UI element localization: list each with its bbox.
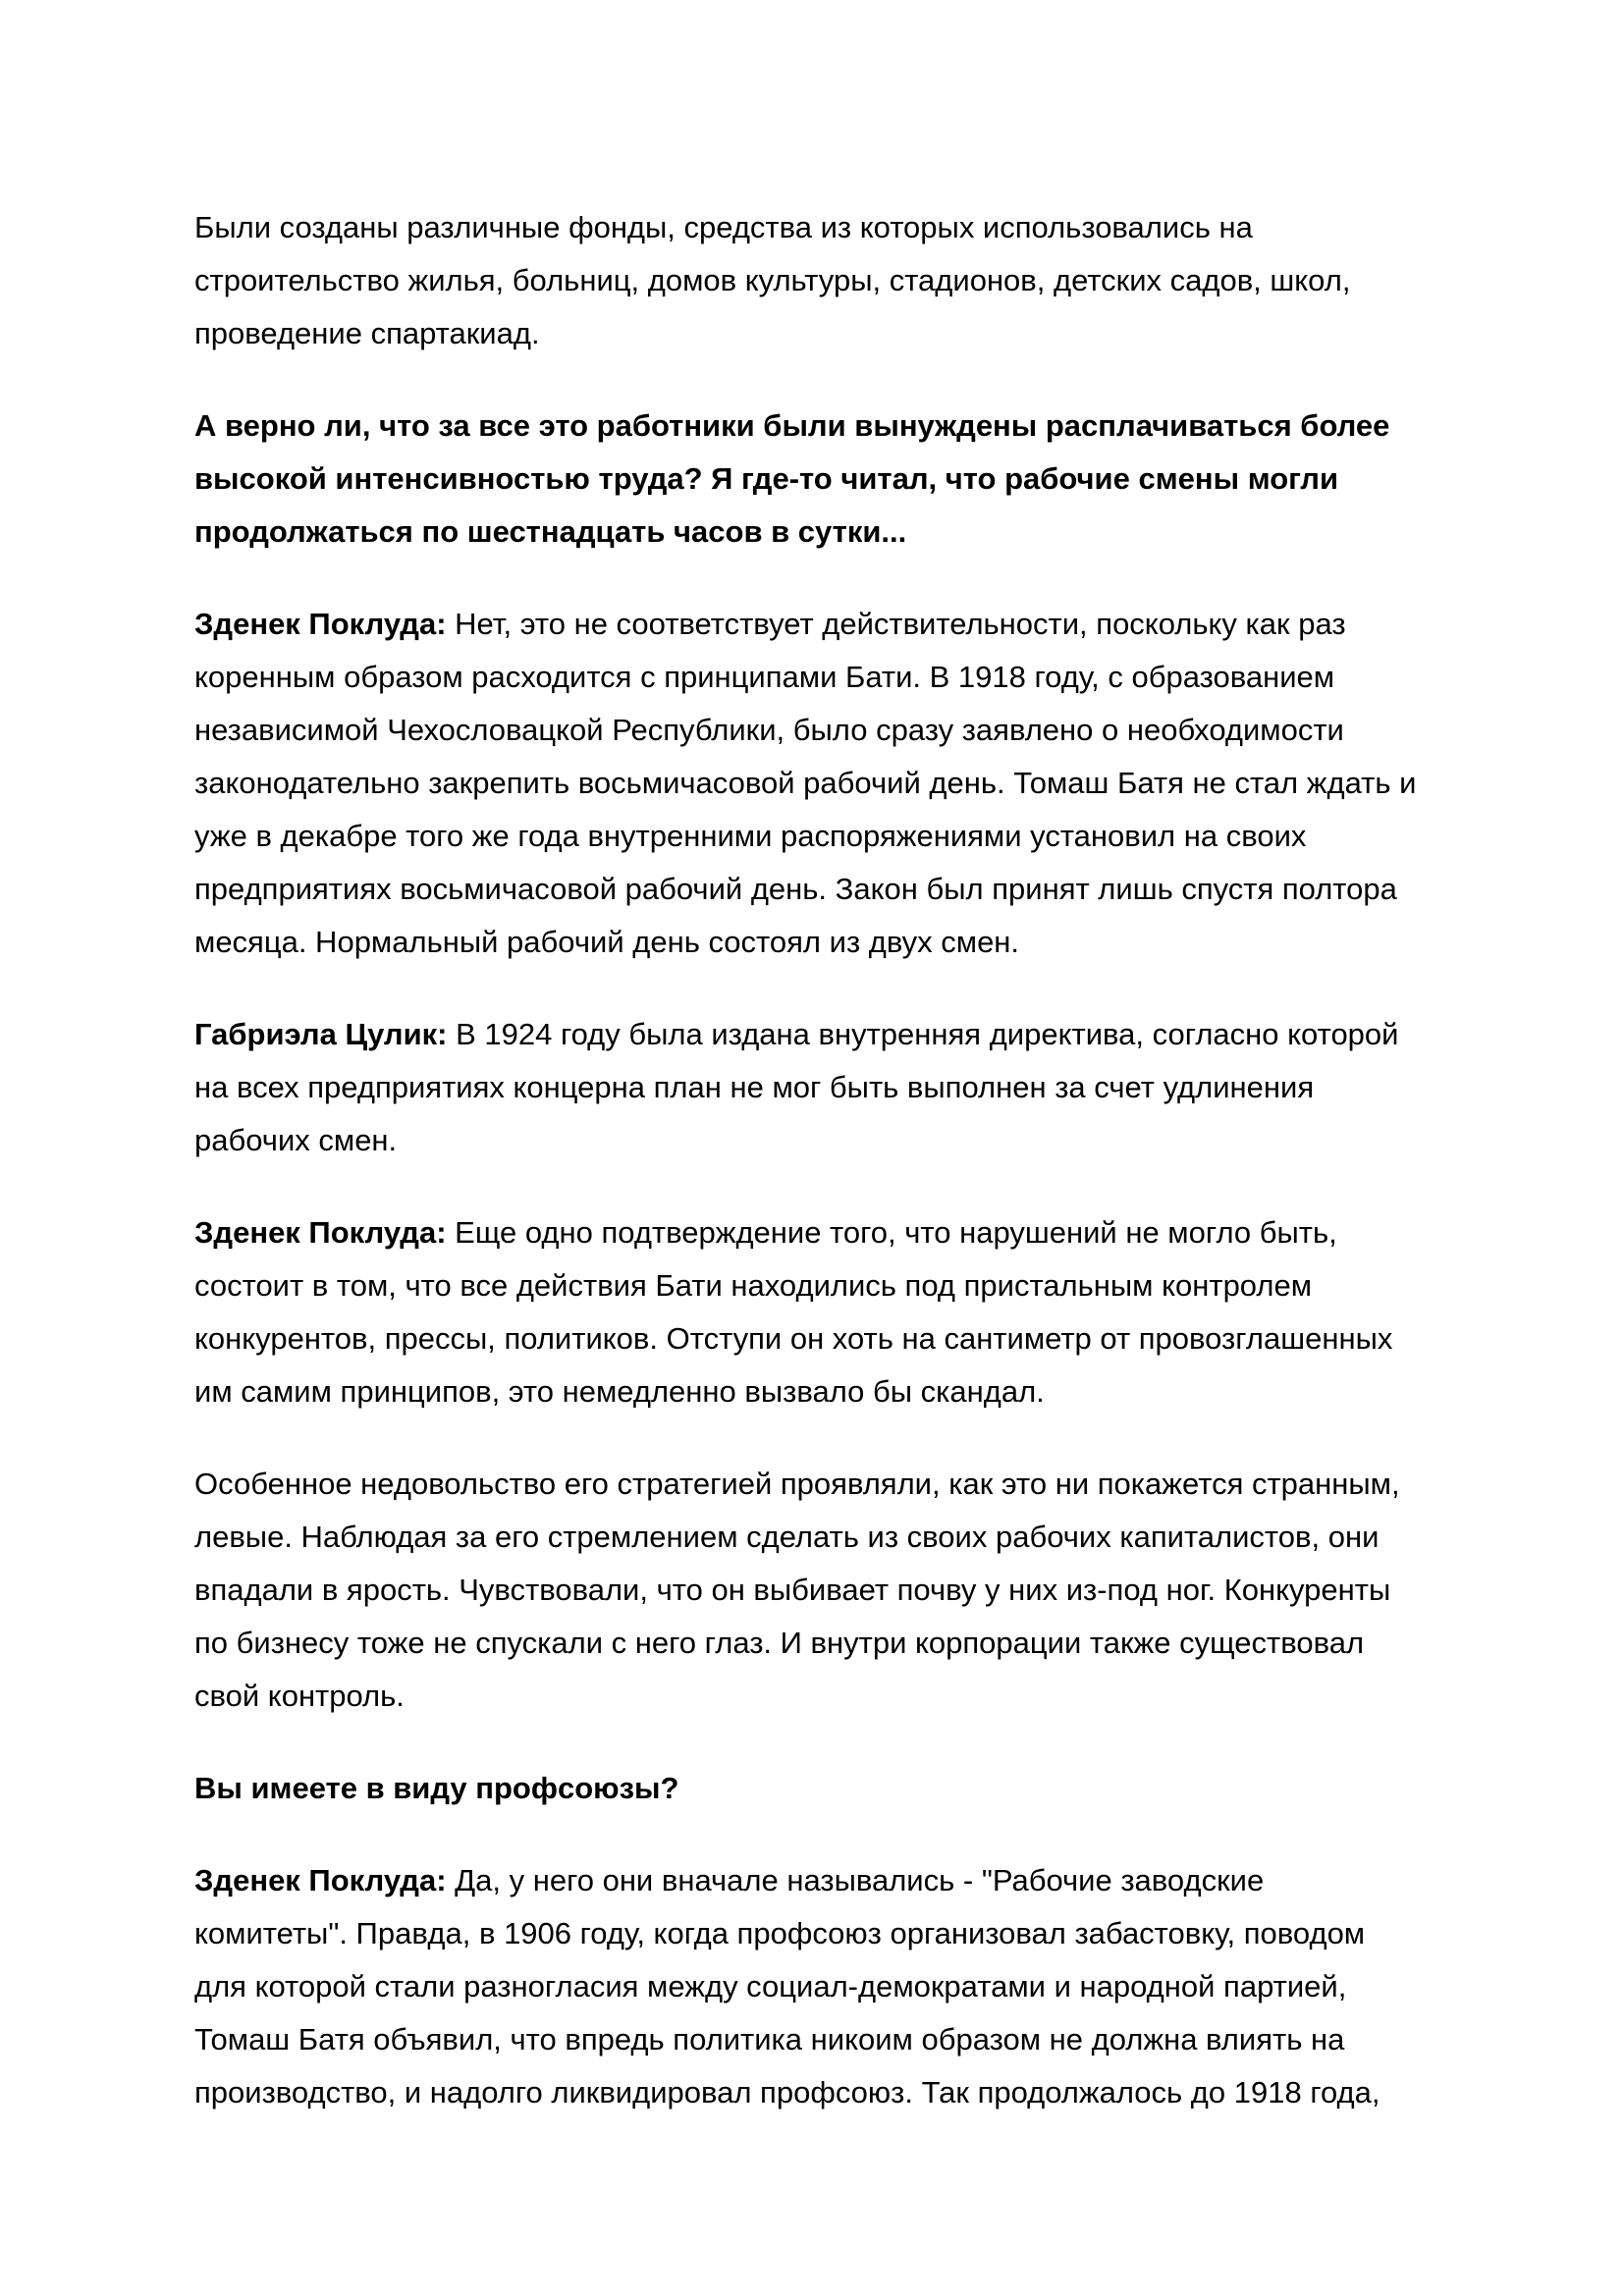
answer-culik-directive bbox=[194, 1008, 1461, 1167]
speaker-name: Габриэла Цулик: bbox=[194, 1017, 448, 1051]
speaker-name: Зденек Поклуда: bbox=[194, 607, 447, 641]
paragraph-discontent: Особенное недовольство его стратегией проявляли, как это ни покажется странным, левые. Наблюдая за его стремлением сделать из своих рабочих капиталистов, они впадали в ярость. Чувствовали, что он выбивает почву у них из-под ног. Конкуренты по бизнесу тоже не спускали с него глаз. И внутри корпорации также существовал свой контроль. bbox=[194, 1467, 1400, 1713]
answer-text: Нет, это не соответствует действительности, поскольку как раз коренным образом расходится с принципами Бати. В 1918 году, с образованием независимой Чехословацкой Республики, было сразу заявлено о необходимости законодательно закрепить восьмичасовой рабочий день. Томаш Батя не стал ждать и уже в декабре того же года внутренними распоряжениями установил на своих предприятиях восьмичасовой рабочий день. Закон был принят лишь спустя полтора месяца. Нормальный рабочий день состоял из двух смен. bbox=[194, 607, 1417, 959]
question-work-intensity: А верно ли, что за все это работники были вынуждены расплачиваться более высокой интенсивностью труда? Я где-то читал, что рабочие смены могли продолжаться по шестнадцать часов в сутки... bbox=[194, 408, 1390, 549]
answer-text: В 1924 году была издана внутренняя директива, согласно которой на всех предприятиях концерна план не мог быть выполнен за счет удлинения рабочих смен. bbox=[194, 1017, 1399, 1157]
answer-poklud-control bbox=[194, 1206, 1461, 1418]
answer-text: Еще одно подтверждение того, что нарушений не могло быть, состоит в том, что все действия Бати находились под пристальным контролем конкурентов, прессы, политиков. Отступи он хоть на сантиметр от провозглашенных им самим принципов, это немедленно вызвало бы скандал. bbox=[194, 1215, 1393, 1409]
answer-poklud-eight-hour-day bbox=[194, 598, 1461, 969]
speaker-name: Зденек Поклуда: bbox=[194, 1215, 447, 1250]
question-trade-unions: Вы имеете в виду профсоюзы? bbox=[194, 1771, 679, 1805]
speaker-name: Зденек Поклуда: bbox=[194, 1863, 447, 1897]
answer-poklud-committees bbox=[194, 1854, 1461, 2119]
paragraph-funds: Были созданы различные фонды, средства из которых использовались на строительство жилья, больниц, домов культуры, стадионов, детских садов, школ, проведение спартакиад. bbox=[194, 210, 1351, 350]
document-page bbox=[194, 201, 1461, 2159]
answer-text: Да, у него они вначале назывались - "Рабочие заводские комитеты". Правда, в 1906 году, когда профсоюз организовал забастовку, поводом для которой стали разногласия между социал-демократами и народной партией, Томаш Батя объявил, что впредь политика никоим образом не должна влиять на производство, и надолго ликвидировал профсоюз. Так продолжалось до 1918 года, bbox=[194, 1863, 1380, 2109]
